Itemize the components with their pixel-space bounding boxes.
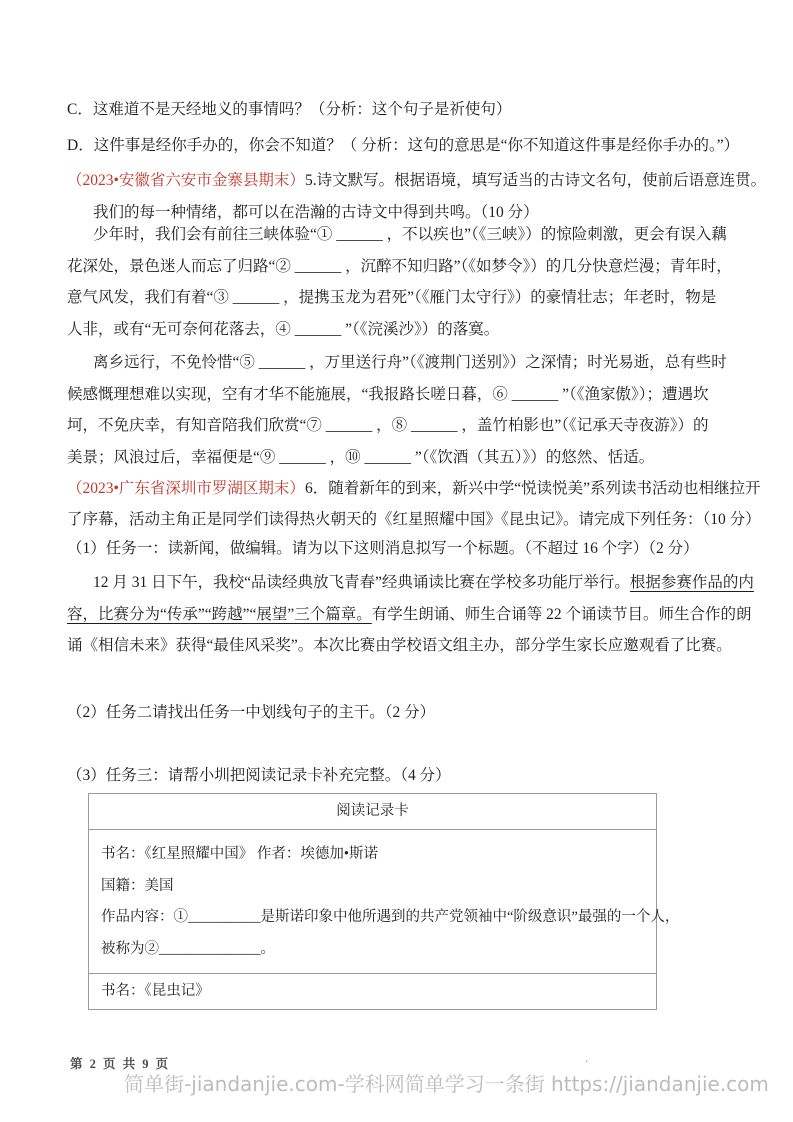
page-number: 第 2 页 共 9 页: [70, 1057, 171, 1071]
news-underlined-2: 容，比赛分为“传承”“跨越”“展望”三个篇章。: [67, 605, 372, 623]
card-nationality: 国籍：美国: [101, 877, 174, 894]
reading-record-card: [88, 793, 680, 1010]
q5-para2-line3: 坷，不免庆幸，有知音陪我们欣赏“⑦ ______ ，⑧ ______ ，盖竹柏影也”（《记承天寺夜游》）的: [67, 417, 709, 434]
q6-task2: （2）任务二请找出任务一中划线句子的主干。（2 分）: [67, 704, 436, 721]
q6-news-line3: 诵《相信未来》获得“最佳风采奖”。本次比赛由学校语文组主办，部分学生家长应邀观看了比赛。: [67, 637, 732, 654]
option-d: D．这件事是经你手办的，你会不知道？（ 分析：这句的意思是“你不知道这件事是经你手办的。”）: [67, 137, 740, 154]
card-content-line1: 作品内容：①__________是斯诺印象中他所遇到的共产党领袖中“阶级意识”最强的一个人，: [101, 909, 680, 925]
q6-intro-line2: 了序幕，活动主角正是同学们读得热火朝天的《红星照耀中国》《昆虫记》。请完成下列任务：（10 分）: [67, 511, 761, 528]
q5-lead: 我们的每一种情绪，都可以在浩瀚的古诗文中得到共鸣。（10 分）: [93, 204, 539, 221]
stray-period-mark: .: [585, 1050, 589, 1065]
q6-intro-line1: 6．随着新年的到来，新兴中学“悦读悦美”系列读书活动也相继拉开: [304, 480, 761, 497]
card-title: 阅读记录卡: [89, 794, 656, 830]
q6-task1: （1）任务一：读新闻，做编辑。请为以下这则消息拟写一个标题。（不超过 16 个字）（2 分）: [67, 540, 699, 557]
news-plain-1: 12 月 31 日下午，我校“品读经典放飞青春”经典诵读比赛在学校多功能厅举行。: [93, 574, 630, 591]
card-book-author: 书名：《红星照耀中国》 作者：埃德加•斯诺: [101, 846, 378, 862]
q5-para2-line4: 美景；风浪过后，幸福便是“⑨ ______ ，⑩ ______ ”（《饮酒（其五）》）的悠然、恬适。: [67, 448, 655, 466]
card-content-line2: 被称为②______________。: [101, 940, 275, 957]
q5-para2-line1: 离乡远行，不免怜惜“⑤ ______ ，万里送行舟”（《渡荆门送别》）之深情；时光易逝，总有些时: [93, 354, 727, 371]
q5-intro: 5.诗文默写。根据语境，填写适当的古诗文名句，使前后语意连贯。: [304, 172, 767, 189]
q5-para2-line2: 候感慨理想难以实现，空有才华不能施展，“我报路长嗟日暮，⑥ ______ ”（《渔家傲》）；遭遇坎: [67, 385, 709, 403]
q6-source-tag: （2023•广东省深圳市罗湖区期末）: [67, 480, 305, 497]
q5-para1-line4: 人非，或有“无可奈何花落去，④ ______ ”（《浣溪沙》）的落寞。: [67, 320, 500, 338]
q5-source-tag: （2023•安徽省六安市金寨县期末）: [67, 172, 305, 189]
q6-news-line2: [67, 604, 752, 626]
news-underlined-1: 根据参赛作品的内: [629, 574, 754, 591]
card-row-insects: 书名：《昆虫记》: [101, 983, 210, 999]
card-row-red-star: [89, 830, 680, 974]
watermark-text: 简单街-jiandanjie.com-学科网简单学习一条街 https://jiandanjie.com: [124, 1072, 769, 1096]
q6-task3: （3）任务三：请帮小圳把阅读记录卡补充完整。（4 分）: [67, 767, 451, 784]
news-plain-2: 有学生朗诵、师生合诵等 22 个诵读节目。师生合作的朗: [371, 605, 752, 623]
q6-news-line1: [93, 572, 754, 594]
q5-para1-line2: 花深处，景色迷人而忘了归路“② ______ ，沉醉不知归路”（《如梦令》）的几分快意烂漫；青年时，: [67, 257, 732, 275]
q5-heading: [67, 170, 766, 192]
q5-para1-line3: 意气风发，我们有着“③ ______ ，提携玉龙为君死”（《雁门太守行》）的豪情壮志；年老时，物是: [67, 289, 717, 306]
q5-para1-line1: 少年时，我们会有前往三峡体验“① ______ ，不以疾也”（《三峡》）的惊险刺激，更会有误入藕: [93, 226, 727, 243]
option-c: C．这难道不是天经地义的事情吗？（分析：这个句子是祈使句）: [67, 101, 512, 118]
q6-heading: [67, 478, 760, 500]
